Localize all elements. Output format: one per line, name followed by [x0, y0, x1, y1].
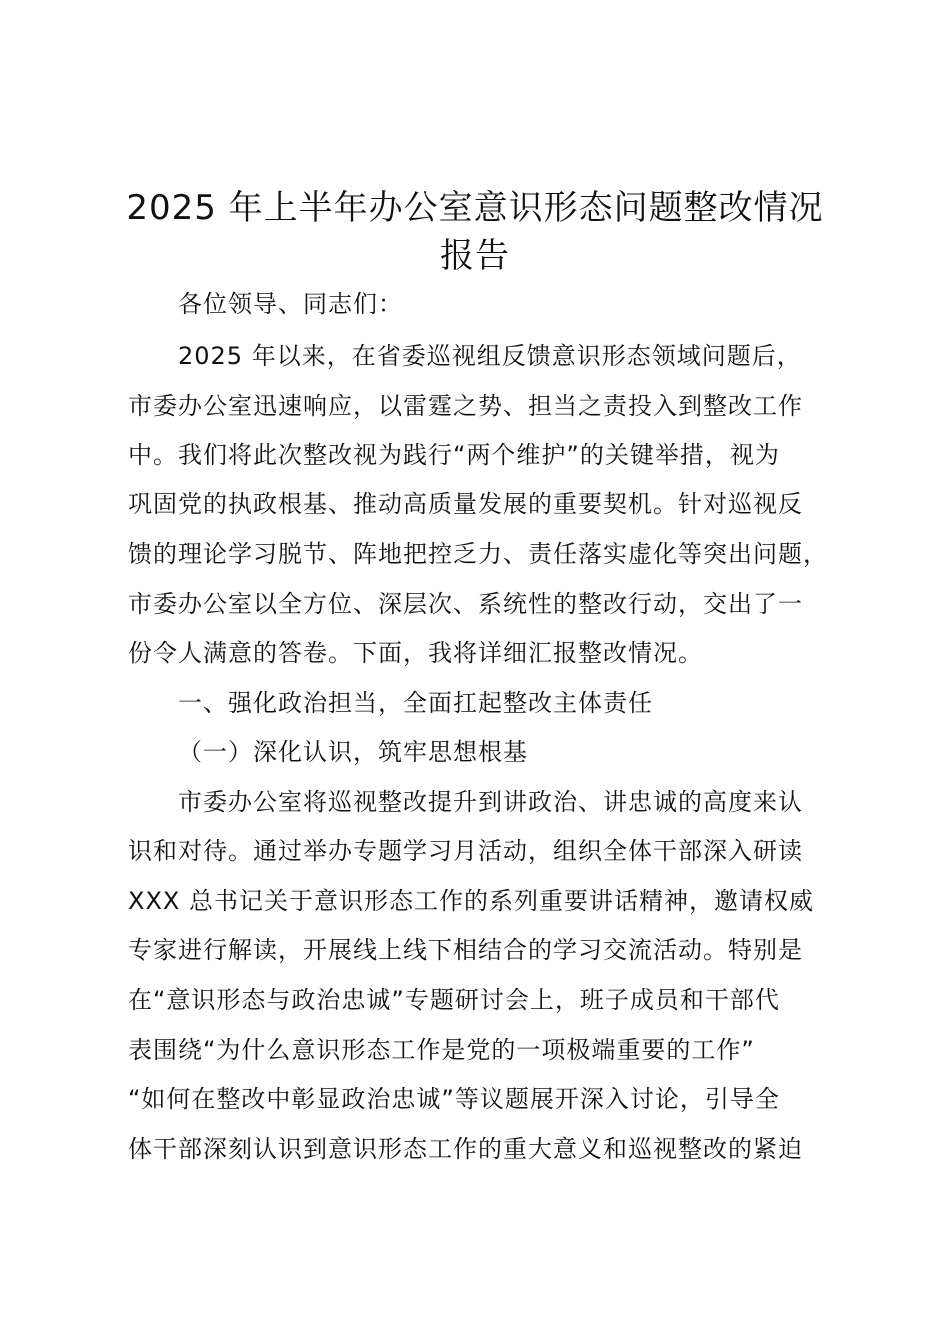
document-title-line-2: 报告 [440, 236, 510, 276]
document-title-line-1: 2025 年上半年办公室意识形态问题整改情况 [126, 188, 824, 228]
paragraph-line: 份令人满意的答卷。下面，我将详细汇报整改情况。 [128, 639, 703, 667]
paragraph-line: XXX 总书记关于意识形态工作的系列重要讲话精神，邀请权威 [128, 887, 814, 915]
paragraph-line: 体干部深刻认识到意识形态工作的重大意义和巡视整改的紧迫 [128, 1135, 803, 1163]
paragraph-line: 2025 年以来，在省委巡视组反馈意识形态领域问题后， [178, 342, 802, 370]
paragraph-line: 中。我们将此次整改视为践行“两个维护”的关键举措，视为 [128, 441, 780, 469]
paragraph-line: 市委办公室以全方位、深层次、系统性的整改行动，交出了一 [128, 590, 803, 618]
subsection-heading: （一）深化认识，筑牢思想根基 [178, 738, 528, 766]
paragraph-line: 市委办公室将巡视整改提升到讲政治、讲忠诚的高度来认 [178, 788, 803, 816]
paragraph-line: 巩固党的执政根基、推动高质量发展的重要契机。针对巡视反 [128, 490, 803, 518]
paragraph-line: 识和对待。通过举办专题学习月活动，组织全体干部深入研读 [128, 837, 803, 865]
paragraph-line: 表围绕“为什么意识形态工作是党的一项极端重要的工作” [128, 1036, 755, 1064]
section-heading: 一、强化政治担当，全面扛起整改主体责任 [178, 689, 653, 717]
paragraph-line: 在“意识形态与政治忠诚”专题研讨会上，班子成员和干部代 [128, 986, 780, 1014]
paragraph-line: “如何在整改中彰显政治忠诚”等议题展开深入讨论，引导全 [128, 1085, 780, 1113]
paragraph-line: 馈的理论学习脱节、阵地把控乏力、责任落实虚化等突出问题， [128, 540, 828, 568]
salutation: 各位领导、同志们： [178, 290, 403, 318]
paragraph-line: 专家进行解读，开展线上线下相结合的学习交流活动。特别是 [128, 936, 803, 964]
paragraph-line: 市委办公室迅速响应，以雷霆之势、担当之责投入到整改工作 [128, 392, 803, 420]
